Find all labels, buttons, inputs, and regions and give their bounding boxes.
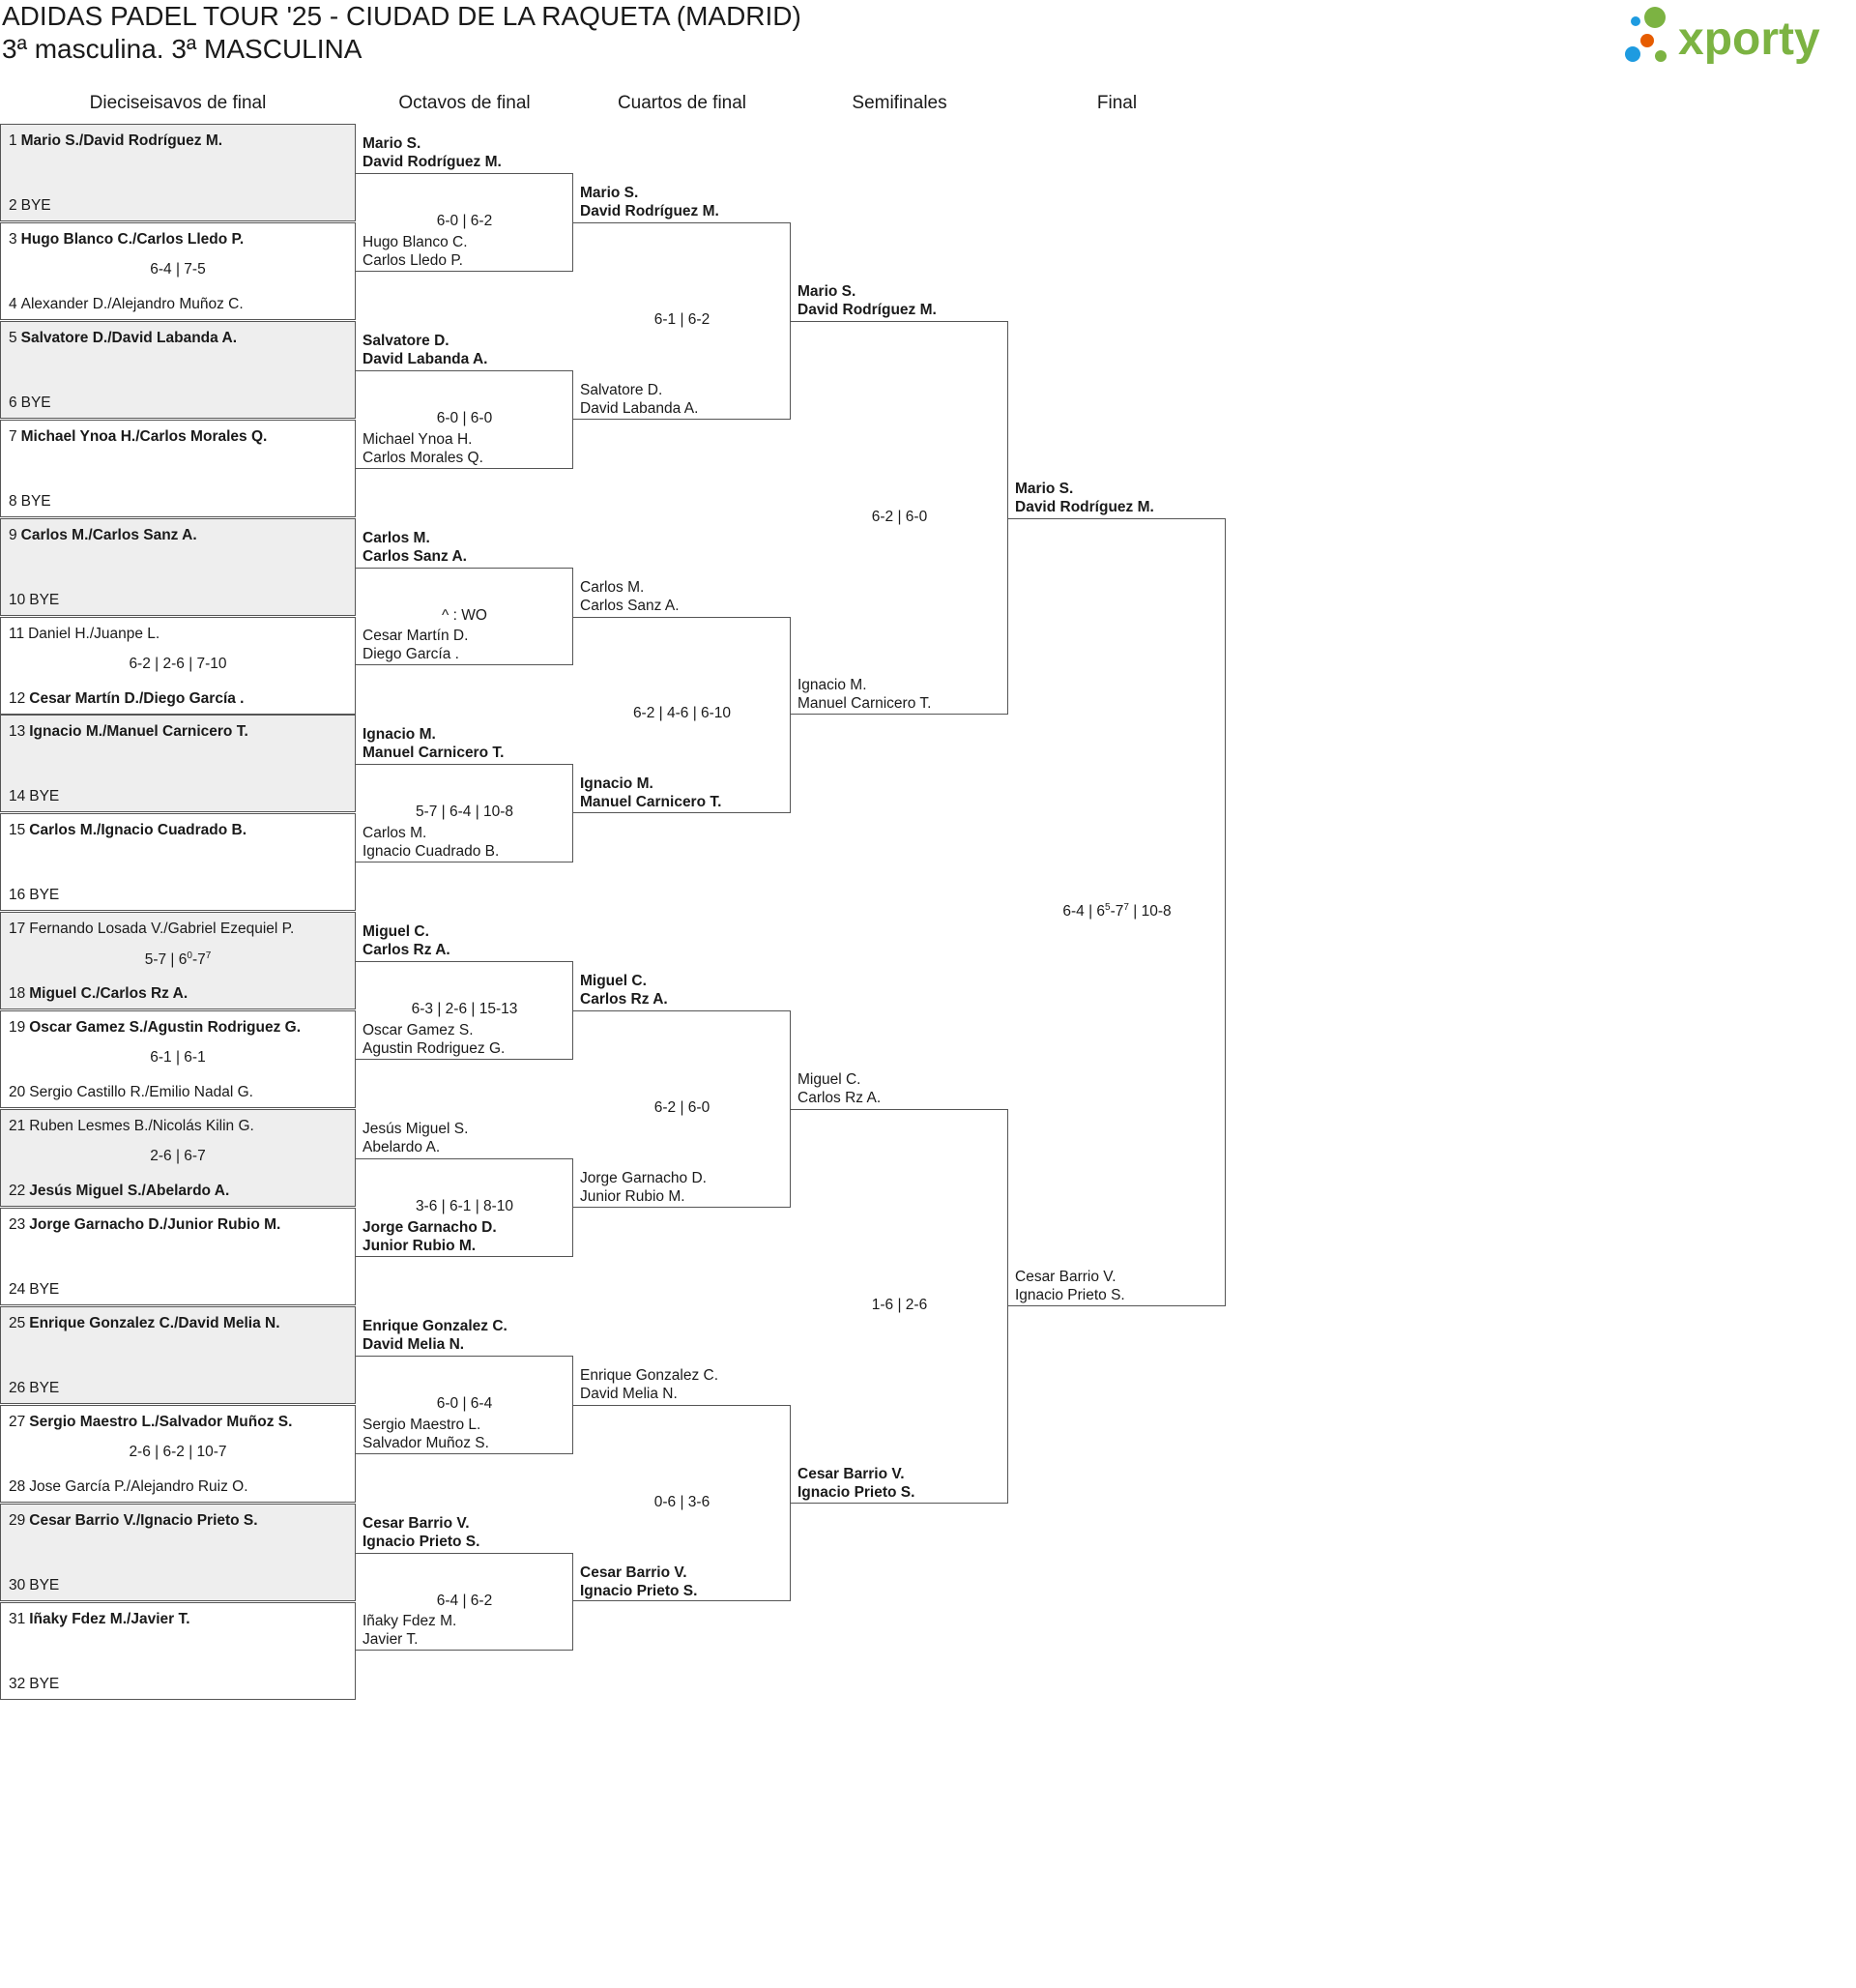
team-top [362, 1514, 479, 1551]
player-name: Cesar Barrio V. [580, 1564, 687, 1581]
player-name: Salvatore D. [362, 332, 450, 349]
team-top [9, 132, 222, 150]
team-top [9, 1315, 280, 1332]
r32-match [0, 1602, 356, 1700]
player-name: Ignacio Prieto S. [1015, 1286, 1125, 1303]
team-bottom [580, 381, 698, 418]
player-name: Salvatore D. [580, 381, 663, 398]
seed-number: 6 [9, 394, 17, 411]
player-name: David Melia N. [362, 1335, 465, 1353]
team-bottom [9, 1676, 59, 1693]
player-name: Mario S. [580, 184, 639, 201]
round-header: Final [1096, 93, 1138, 113]
player-name: Carlos M. [580, 578, 645, 596]
team-bottom [9, 592, 59, 609]
match-score: 5-7 | $6^0-7^7$ [144, 950, 212, 969]
category-subtitle: 3ª masculina. 3ª MASCULINA [2, 34, 362, 64]
match-score: 6-2 | 2-6 | 7-10 [129, 655, 227, 672]
seed-number: 11 [9, 625, 25, 642]
player-name: Ignacio M. [362, 726, 436, 744]
match-score: 2-6 | 6-7 [150, 1148, 206, 1164]
r32-match [0, 1306, 356, 1404]
player-name: Mario S. [1015, 480, 1074, 497]
r32-match [0, 912, 356, 1009]
player-name: Abelardo A. [362, 1138, 441, 1155]
team-bottom [9, 1577, 59, 1594]
team-top [580, 184, 719, 220]
player-name: Ignacio Cuadrado B. [362, 843, 500, 861]
team-top [1015, 480, 1154, 516]
seed-number: 17 [9, 921, 26, 938]
team-name: Miguel C./Carlos Rz A. [29, 985, 188, 1003]
player-name: Manuel Carnicero T. [580, 794, 722, 811]
team-bottom [362, 430, 483, 467]
team-bottom [9, 788, 59, 805]
team-name: Salvatore D./David Labanda A. [20, 329, 238, 346]
team-name: Cesar Barrio V./Ignacio Prieto S. [29, 1511, 258, 1529]
player-name: David Rodríguez M. [362, 153, 502, 170]
team-top [9, 1414, 292, 1431]
team-name: BYE [20, 197, 51, 214]
team-top [362, 134, 502, 171]
player-name: David Rodríguez M. [1015, 498, 1154, 515]
match-score: 6-2 | 6-0 [653, 1099, 710, 1116]
match-score: 6-0 | 6-2 [436, 212, 493, 229]
player-name: Ignacio M. [580, 775, 653, 793]
player-name: Diego García . [362, 646, 459, 663]
team-top [798, 1070, 881, 1107]
player-name: David Labanda A. [580, 399, 699, 417]
r32-match [0, 518, 356, 616]
r32-match [0, 617, 356, 715]
seed-number: 25 [9, 1314, 26, 1331]
r32-match [0, 1405, 356, 1503]
player-name: Carlos Lledo P. [362, 251, 463, 269]
team-bottom [362, 1612, 456, 1649]
player-name: Carlos Rz A. [362, 942, 450, 959]
seed-number: 16 [9, 887, 26, 904]
seed-number: 23 [9, 1215, 26, 1233]
team-name: BYE [29, 1675, 60, 1692]
player-name: Miguel C. [580, 973, 647, 990]
round-header: Cuartos de final [617, 93, 747, 113]
seed-number: 1 [9, 132, 17, 149]
seed-number: 32 [9, 1675, 26, 1692]
player-name: Michael Ynoa H. [362, 430, 473, 448]
r32-match [0, 1504, 356, 1601]
team-bottom [580, 775, 721, 811]
player-name: Oscar Gamez S. [362, 1022, 474, 1039]
seed-number: 10 [9, 591, 26, 608]
seed-number: 4 [9, 295, 17, 312]
team-bottom [580, 1169, 707, 1206]
team-top [9, 527, 197, 544]
team-top [580, 1366, 718, 1403]
match-score: 5-7 | 6-4 | 10-8 [415, 804, 514, 821]
team-name: BYE [20, 394, 51, 411]
team-top [9, 1216, 280, 1234]
player-name: Hugo Blanco C. [362, 233, 468, 250]
seed-number: 26 [9, 1379, 26, 1396]
team-name: Michael Ynoa H./Carlos Morales Q. [20, 427, 268, 445]
player-name: Jorge Garnacho D. [580, 1169, 707, 1186]
match-score: ^ : WO [442, 606, 487, 624]
r32-match [0, 813, 356, 911]
seed-number: 28 [9, 1477, 26, 1495]
team-top [9, 921, 294, 938]
match-score: 6-4 | 7-5 [150, 260, 206, 278]
team-top [9, 428, 267, 446]
team-name: Mario S./David Rodríguez M. [20, 132, 223, 149]
player-name: Ignacio Prieto S. [362, 1533, 480, 1550]
team-top [9, 231, 244, 248]
team-bottom [362, 1021, 505, 1058]
seed-number: 12 [9, 689, 26, 707]
team-name: Oscar Gamez S./Agustin Rodriguez G. [29, 1019, 302, 1037]
r32-match [0, 321, 356, 419]
player-name: Manuel Carnicero T. [362, 745, 505, 762]
player-name: Salvador Muñoz S. [362, 1434, 489, 1451]
player-name: Jorge Garnacho D. [362, 1218, 497, 1236]
team-bottom [9, 1084, 253, 1101]
team-top [9, 330, 237, 347]
seed-number: 24 [9, 1280, 26, 1298]
player-name: Junior Rubio M. [580, 1187, 685, 1205]
team-name: Cesar Martín D./Diego García . [29, 689, 245, 707]
team-name: BYE [29, 1576, 60, 1593]
player-name: David Rodríguez M. [798, 301, 937, 318]
seed-number: 2 [9, 197, 17, 214]
player-name: Sergio Maestro L. [362, 1416, 481, 1433]
player-name: Carlos Rz A. [580, 991, 668, 1009]
team-top [580, 972, 668, 1009]
match-score: 6-2 | 6-0 [871, 508, 928, 525]
team-name: Jesús Miguel S./Abelardo A. [29, 1183, 230, 1199]
team-top [580, 578, 680, 615]
team-name: BYE [29, 591, 60, 608]
team-bottom [9, 985, 188, 1003]
team-name: BYE [29, 788, 60, 805]
team-name: Ruben Lesmes B./Nicolás Kilin G. [29, 1118, 254, 1134]
player-name: Carlos Sanz A. [580, 597, 680, 614]
team-name: BYE [29, 1280, 60, 1298]
seed-number: 19 [9, 1019, 26, 1037]
team-name: Sergio Maestro L./Salvador Muñoz S. [29, 1413, 293, 1430]
player-name: Agustin Rodriguez G. [362, 1040, 506, 1058]
team-bottom [9, 395, 51, 412]
player-name: Enrique Gonzalez C. [362, 1317, 508, 1334]
seed-number: 7 [9, 427, 17, 445]
team-top [362, 1120, 468, 1156]
team-name: Iñaky Fdez M./Javier T. [29, 1610, 190, 1627]
player-name: David Rodríguez M. [580, 202, 719, 219]
match-score: 2-6 | 6-2 | 10-7 [129, 1443, 227, 1460]
team-top [9, 822, 246, 839]
team-name: Ignacio M./Manuel Carnicero T. [29, 723, 248, 741]
seed-number: 31 [9, 1610, 26, 1627]
team-bottom [362, 1218, 497, 1255]
match-score: 6-3 | 2-6 | 15-13 [411, 1001, 518, 1018]
match-score: 6-1 | 6-1 [150, 1049, 206, 1067]
team-bottom [9, 690, 245, 708]
player-name: Junior Rubio M. [362, 1237, 477, 1254]
player-name: Cesar Barrio V. [362, 1514, 470, 1532]
r32-match [0, 222, 356, 320]
match-score: 6-0 | 6-4 [436, 1394, 493, 1412]
tournament-title: ADIDAS PADEL TOUR '25 - CIUDAD DE LA RAQUETA (MADRID) [2, 1, 801, 31]
team-top [362, 725, 504, 762]
team-bottom [9, 887, 59, 904]
team-bottom [362, 824, 499, 861]
match-score: 6-0 | 6-0 [436, 409, 493, 426]
team-top [362, 332, 487, 368]
team-bottom [9, 1281, 59, 1299]
match-score: 0-6 | 3-6 [653, 1493, 710, 1510]
match-score: 6-4 | $6^5-7^7$ | 10-8 [1062, 902, 1172, 921]
player-name: Miguel C. [798, 1071, 861, 1088]
team-bottom [9, 1478, 248, 1496]
team-bottom [9, 296, 244, 313]
team-name: BYE [29, 1379, 60, 1396]
team-top [9, 1611, 190, 1628]
player-name: Carlos Morales Q. [362, 449, 483, 466]
r32-match [0, 1010, 356, 1108]
team-bottom [9, 493, 51, 511]
seed-number: 9 [9, 526, 17, 543]
player-name: Javier T. [362, 1631, 419, 1649]
player-name: Cesar Martín D. [362, 628, 469, 645]
team-top [9, 626, 160, 643]
r32-match [0, 715, 356, 812]
team-bottom [362, 1416, 489, 1452]
player-name: Cesar Barrio V. [1015, 1268, 1116, 1285]
team-bottom [1015, 1268, 1125, 1304]
team-top [362, 922, 450, 959]
seed-number: 18 [9, 985, 26, 1003]
match-score: 6-1 | 6-2 [653, 310, 710, 328]
team-name: Jorge Garnacho D./Junior Rubio M. [29, 1215, 281, 1233]
player-name: Carlos Sanz A. [362, 547, 467, 565]
seed-number: 30 [9, 1576, 26, 1593]
team-bottom [9, 1183, 229, 1200]
team-top [9, 1019, 301, 1037]
team-name: Carlos M./Carlos Sanz A. [20, 526, 197, 543]
team-top [362, 1317, 508, 1354]
player-name: Mario S. [362, 134, 421, 152]
team-bottom [798, 1465, 914, 1502]
team-bottom [580, 1564, 697, 1600]
team-name: Enrique Gonzalez C./David Melia N. [29, 1314, 280, 1331]
seed-number: 3 [9, 230, 17, 248]
r32-match [0, 1109, 356, 1207]
player-name: David Melia N. [580, 1385, 678, 1402]
seed-number: 8 [9, 492, 17, 510]
match-score: 6-2 | 4-6 | 6-10 [632, 705, 732, 722]
match-score: 6-4 | 6-2 [436, 1592, 493, 1609]
player-name: Carlos M. [362, 529, 430, 546]
seed-number: 29 [9, 1511, 26, 1529]
r32-match [0, 420, 356, 517]
player-name: Mario S. [798, 282, 856, 300]
player-name: Iñaky Fdez M. [362, 1613, 457, 1630]
player-name: Cesar Barrio V. [798, 1465, 905, 1482]
team-bottom [9, 197, 51, 215]
player-name: Ignacio Prieto S. [798, 1483, 915, 1501]
team-top [9, 1118, 254, 1135]
round-header: Dieciseisavos de final [89, 93, 267, 113]
seed-number: 22 [9, 1183, 26, 1199]
team-name: Sergio Castillo R./Emilio Nadal G. [29, 1084, 253, 1101]
seed-number: 21 [9, 1118, 26, 1134]
team-top [9, 1512, 258, 1530]
match-score: 3-6 | 6-1 | 8-10 [415, 1197, 514, 1214]
seed-number: 15 [9, 822, 26, 839]
team-bottom [362, 233, 468, 270]
seed-number: 5 [9, 329, 17, 346]
team-top [798, 282, 937, 319]
team-name: Jose García P./Alejandro Ruiz O. [29, 1477, 248, 1495]
team-name: Daniel H./Juanpe L. [28, 625, 160, 642]
team-bottom [362, 627, 468, 663]
team-bottom [798, 676, 931, 713]
team-bottom [9, 1380, 59, 1397]
team-top [9, 723, 248, 741]
player-name: David Labanda A. [362, 350, 488, 367]
team-name: Fernando Losada V./Gabriel Ezequiel P. [29, 921, 295, 938]
seed-number: 14 [9, 788, 26, 805]
team-name: BYE [20, 492, 51, 510]
r32-match [0, 124, 356, 221]
seed-number: 13 [9, 723, 26, 741]
team-top [362, 529, 467, 566]
seed-number: 27 [9, 1413, 26, 1430]
round-header: Semifinales [852, 93, 947, 113]
seed-number: 20 [9, 1084, 26, 1101]
round-header: Octavos de final [398, 93, 531, 113]
player-name: Carlos Rz A. [798, 1090, 882, 1106]
player-name: Ignacio M. [798, 677, 867, 694]
team-name: BYE [29, 887, 60, 904]
player-name: Miguel C. [362, 923, 429, 941]
player-name: Manuel Carnicero T. [798, 695, 932, 713]
match-score: 1-6 | 2-6 [871, 1296, 928, 1313]
r32-match [0, 1208, 356, 1305]
team-name: Alexander D./Alejandro Muñoz C. [20, 295, 244, 312]
player-name: Ignacio Prieto S. [580, 1582, 698, 1599]
player-name: Jesús Miguel S. [362, 1120, 469, 1137]
team-name: Carlos M./Ignacio Cuadrado B. [29, 822, 247, 839]
team-name: Hugo Blanco C./Carlos Lledo P. [20, 230, 245, 248]
logo-text: xporty [1678, 14, 1820, 65]
player-name: Enrique Gonzalez C. [580, 1366, 719, 1384]
player-name: Carlos M. [362, 825, 427, 842]
